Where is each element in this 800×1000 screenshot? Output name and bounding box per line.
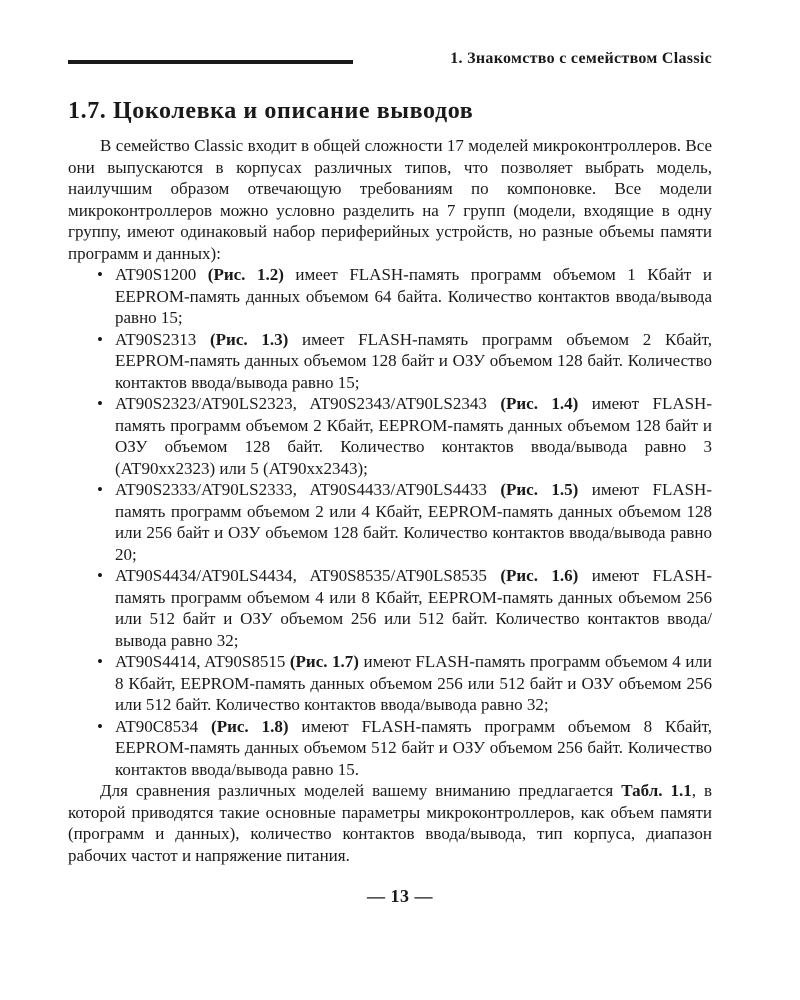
figure-ref: (Рис. 1.6) (500, 566, 579, 585)
model-description: имеют FLASH-память программ объемом 2 Кбайт, EEPROM-память данных объемом 128 байт и ОЗУ объемом 128 байт. Количество контактов ввода/вывода равно 3 (AT90xx2323) или 5 (AT90xx2343); (115, 394, 712, 478)
list-item (68, 264, 712, 329)
bullet-icon: • (97, 394, 103, 413)
model-description: имеют FLASH-память программ объемом 4 или 8 Кбайт, EEPROM-память данных объемом 256 или 512 байт и ОЗУ объемом 256 или 512 байт. Количество контактов ввода/вывода равно 32; (115, 652, 713, 714)
model-description: имеет FLASH-память программ объемом 1 Кбайт и EEPROM-память данных объемом 64 байта. Количество контактов ввода/вывода равно 15; (115, 265, 713, 327)
closing-lead: Для сравнения различных моделей вашему вниманию предлагается (100, 781, 614, 800)
bullet-icon: • (97, 566, 103, 585)
list-item (68, 329, 712, 394)
list-item (68, 565, 712, 651)
model-list (68, 264, 712, 780)
running-head (68, 50, 712, 74)
bullet-icon: • (97, 480, 103, 499)
figure-ref: (Рис. 1.3) (209, 329, 289, 349)
model-description: имеют FLASH-память программ объемом 8 Кбайт, EEPROM-память данных объемом 512 байт и ОЗУ объемом 256 байт. Количество контактов ввода/вывода равно 15. (115, 716, 713, 779)
model-name: AT90S2333/AT90LS2333, AT90S4433/AT90LS4433 (115, 480, 487, 499)
bullet-icon: • (97, 265, 103, 284)
list-item (68, 393, 712, 479)
header-rule (68, 60, 353, 64)
page-number: — 13 — (367, 886, 433, 906)
model-description: имеют FLASH-память программ объемом 2 или 4 Кбайт, EEPROM-память данных объемом 128 или 256 байт и ОЗУ объемом 128 байт. Количество контактов ввода/вывода равно 20; (115, 480, 712, 564)
list-item (68, 651, 712, 716)
bullet-icon: • (97, 652, 103, 671)
bullet-icon: • (97, 329, 103, 349)
body-text (68, 135, 712, 866)
model-name: AT90S4434/AT90LS4434, AT90S8535/AT90LS8535 (115, 566, 487, 585)
model-name: AT90S4414, AT90S8515 (115, 652, 286, 671)
figure-ref: (Рис. 1.2) (207, 265, 284, 284)
table-ref: Табл. 1.1 (621, 781, 692, 800)
running-head-title: 1. Знакомство с семейством Classic (450, 50, 712, 67)
bullet-icon: • (97, 716, 103, 736)
figure-ref: (Рис. 1.4) (500, 394, 579, 413)
model-name: AT90S1200 (115, 265, 197, 284)
model-name: AT90C8534 (115, 716, 199, 736)
model-description: имеют FLASH-память программ объемом 4 или 8 Кбайт, EEPROM-память данных объемом 256 или 512 байт и ОЗУ объемом 256 или 512 байт. Количество контактов ввода/вывода равно 32; (115, 566, 712, 650)
closing-paragraph (68, 780, 712, 866)
intro-paragraph: В семейство Classic входит в общей сложности 17 моделей микроконтроллеров. Все они выпускаются в корпусах различных типов, что позволяет выбрать модель, наилучшим образом отвечающую требованиям по компоновке. Все модели микроконтроллеров можно условно разделить на 7 групп (модели, входящие в одну группу, имеют одинаковый набор периферийных устройств, но разные объемы памяти программ и данных): (68, 136, 712, 263)
model-description: имеет FLASH-память программ объемом 2 Кбайт, EEPROM-память данных объемом 128 байт и ОЗУ объемом 128 байт. Количество контактов ввода/вывода равно 15; (115, 329, 712, 392)
figure-ref: (Рис. 1.7) (289, 652, 359, 671)
figure-ref: (Рис. 1.8) (211, 716, 289, 736)
list-item (68, 479, 712, 565)
figure-ref: (Рис. 1.5) (500, 480, 579, 499)
model-name: AT90S2323/AT90LS2323, AT90S2343/AT90LS2343 (115, 394, 487, 413)
closing-rest: , в которой приводятся такие основные параметры микроконтроллеров, как объем памяти (программ и данных), количество контактов ввода/вывода, тип корпуса, диапазон рабочих частот и напряжение питания. (68, 781, 713, 865)
section-title: 1.7. Цоколевка и описание выводов (68, 98, 474, 124)
model-name: AT90S2313 (115, 329, 197, 349)
list-item (68, 716, 712, 781)
